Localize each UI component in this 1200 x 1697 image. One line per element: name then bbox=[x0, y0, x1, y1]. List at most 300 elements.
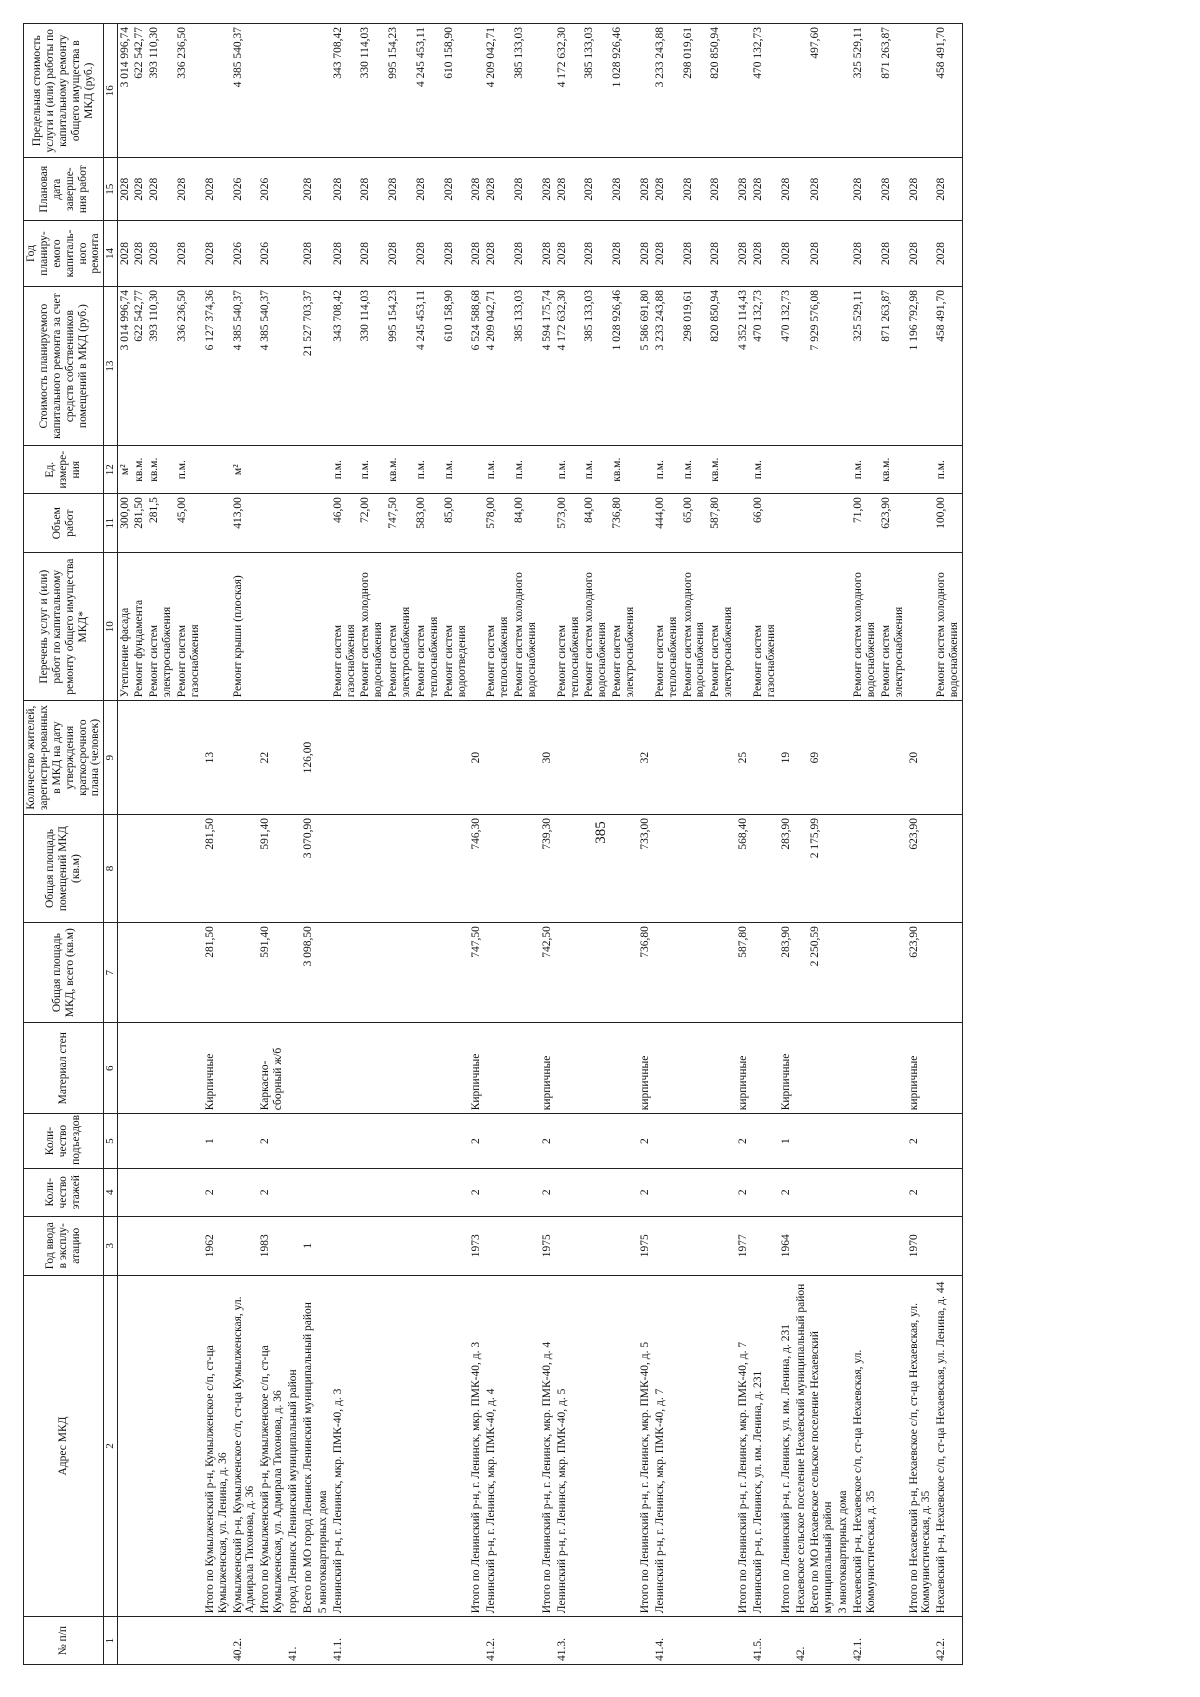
table-cell: 739,30 bbox=[540, 814, 555, 922]
table-cell: 281,5 bbox=[147, 494, 175, 553]
table-cell bbox=[484, 923, 512, 1023]
table-cell bbox=[736, 553, 751, 701]
table-cell bbox=[879, 1023, 907, 1114]
table-cell: 336 236,50 bbox=[175, 286, 203, 445]
table-cell bbox=[331, 814, 359, 922]
table-cell bbox=[512, 1216, 540, 1275]
table-cell bbox=[751, 923, 779, 1023]
table-cell bbox=[386, 814, 414, 922]
table-cell bbox=[286, 286, 301, 445]
table-cell bbox=[708, 923, 736, 1023]
table-cell: 126,00 bbox=[301, 701, 316, 815]
table-cell bbox=[301, 1617, 316, 1665]
table-cell: 2028 bbox=[331, 220, 359, 286]
table-cell: 42.2. bbox=[934, 1617, 962, 1665]
table-cell bbox=[117, 1275, 132, 1616]
table-cell bbox=[708, 814, 736, 922]
table-cell bbox=[147, 1216, 175, 1275]
table-cell: 578,00 bbox=[484, 494, 512, 553]
column-number-10: 10 bbox=[104, 553, 117, 701]
column-number-2: 2 bbox=[104, 1275, 117, 1616]
table-cell bbox=[203, 553, 231, 701]
table-cell bbox=[808, 446, 836, 494]
table-cell: 2028 bbox=[469, 220, 484, 286]
table-cell bbox=[779, 553, 794, 701]
table-cell bbox=[414, 1216, 442, 1275]
table-cell bbox=[316, 446, 331, 494]
table-cell: 1 196 792,98 bbox=[907, 286, 935, 445]
table-cell: 281,50 bbox=[132, 494, 147, 553]
table-cell bbox=[132, 1617, 147, 1665]
table-cell: 591,40 bbox=[258, 923, 286, 1023]
table-cell bbox=[794, 923, 809, 1023]
table-cell: 393 110,30 bbox=[147, 286, 175, 445]
table-row bbox=[358, 24, 386, 1665]
table-row bbox=[934, 24, 962, 1665]
table-cell: 736,80 bbox=[610, 494, 638, 553]
table-cell: 1964 bbox=[779, 1216, 794, 1275]
table-cell: Ремонт систем водоотведения bbox=[442, 553, 470, 701]
table-cell bbox=[794, 220, 809, 286]
table-cell bbox=[907, 553, 935, 701]
table-cell bbox=[358, 1023, 386, 1114]
table-cell bbox=[907, 494, 935, 553]
table-cell: 4 172 632,30 bbox=[555, 286, 583, 445]
table-cell bbox=[358, 1114, 386, 1169]
table-cell: 343 708,42 bbox=[331, 286, 359, 445]
table-cell bbox=[934, 1168, 962, 1216]
table-cell: 4 594 175,74 bbox=[540, 286, 555, 445]
table-cell: 385 133,03 bbox=[582, 24, 610, 158]
table-cell: п.м. bbox=[414, 446, 442, 494]
table-cell bbox=[934, 701, 962, 815]
table-cell bbox=[147, 1023, 175, 1114]
column-header-14: Год планиру-емого капиталь-ного ремонта bbox=[24, 220, 104, 286]
table-cell bbox=[286, 1023, 301, 1114]
table-cell: 2028 bbox=[779, 158, 794, 221]
table-row bbox=[610, 24, 638, 1665]
table-cell bbox=[681, 1114, 709, 1169]
table-cell bbox=[681, 1023, 709, 1114]
table-cell: 623,90 bbox=[879, 494, 907, 553]
table-cell bbox=[386, 1275, 414, 1616]
table-cell bbox=[231, 701, 259, 815]
table-cell bbox=[147, 1168, 175, 1216]
table-cell: 385 133,03 bbox=[582, 286, 610, 445]
table-row bbox=[231, 24, 259, 1665]
table-row bbox=[540, 24, 555, 1665]
table-cell: 2028 bbox=[879, 158, 907, 221]
table-cell bbox=[610, 1617, 638, 1665]
column-header-2: Адрес МКД bbox=[24, 1275, 104, 1616]
table-row bbox=[851, 24, 879, 1665]
table-cell bbox=[286, 24, 301, 158]
table-cell: 22 bbox=[258, 701, 286, 815]
table-cell bbox=[638, 24, 653, 158]
table-cell: 2 bbox=[258, 1168, 286, 1216]
table-cell: 2028 bbox=[934, 158, 962, 221]
table-cell bbox=[414, 923, 442, 1023]
table-cell bbox=[132, 814, 147, 922]
column-number-12: 12 bbox=[104, 446, 117, 494]
table-cell bbox=[836, 814, 851, 922]
table-cell bbox=[175, 814, 203, 922]
table-cell: 41.2. bbox=[484, 1617, 512, 1665]
table-cell: 2 175,99 bbox=[808, 814, 836, 922]
table-cell bbox=[316, 158, 331, 221]
table-cell bbox=[582, 923, 610, 1023]
column-header-1: № п/п bbox=[24, 1617, 104, 1665]
table-cell: 2 bbox=[779, 1168, 794, 1216]
table-cell bbox=[386, 923, 414, 1023]
table-cell bbox=[555, 1023, 583, 1114]
table-cell: 4 172 632,30 bbox=[555, 24, 583, 158]
table-cell bbox=[836, 494, 851, 553]
table-cell bbox=[879, 1275, 907, 1616]
table-row bbox=[469, 24, 484, 1665]
table-cell bbox=[147, 1617, 175, 1665]
table-cell bbox=[117, 1216, 132, 1275]
table-cell bbox=[907, 1617, 935, 1665]
table-cell bbox=[386, 1023, 414, 1114]
table-cell: 2028 bbox=[132, 158, 147, 221]
column-number-8: 8 bbox=[104, 814, 117, 922]
table-cell: п.м. bbox=[331, 446, 359, 494]
table-cell: кв.м. bbox=[610, 446, 638, 494]
table-cell bbox=[794, 1114, 809, 1169]
table-cell bbox=[653, 1216, 681, 1275]
table-cell: 3 014 996,74 bbox=[117, 286, 132, 445]
table-cell bbox=[512, 701, 540, 815]
table-cell bbox=[469, 446, 484, 494]
table-cell: 871 263,87 bbox=[879, 286, 907, 445]
table-cell: 2028 bbox=[681, 158, 709, 221]
table-cell: 2028 bbox=[147, 220, 175, 286]
table-cell bbox=[175, 1617, 203, 1665]
table-cell: 5 586 691,80 bbox=[638, 286, 653, 445]
table-cell: п.м. bbox=[851, 446, 879, 494]
table-cell: 2028 bbox=[358, 220, 386, 286]
table-cell bbox=[708, 1275, 736, 1616]
table-cell: 573,00 bbox=[555, 494, 583, 553]
table-cell: кирпичные bbox=[638, 1023, 653, 1114]
table-cell bbox=[331, 1114, 359, 1169]
table-cell bbox=[555, 1168, 583, 1216]
table-cell bbox=[836, 1617, 851, 1665]
table-cell: Итого по Ленинский р-н, г. Ленинск, мкр. ПМК-40, д. 7 bbox=[736, 1275, 751, 1616]
table-cell bbox=[301, 553, 316, 701]
table-cell bbox=[484, 1023, 512, 1114]
table-cell bbox=[934, 923, 962, 1023]
table-cell: 281,50 bbox=[203, 814, 231, 922]
table-cell bbox=[469, 1617, 484, 1665]
table-cell bbox=[779, 446, 794, 494]
table-cell: кв.м. bbox=[879, 446, 907, 494]
table-cell: Нехаевский р-н, Нехаевское с/п, ст-ца Нехаевская, ул. Коммунистическая, д. 35 bbox=[851, 1275, 879, 1616]
table-cell bbox=[907, 24, 935, 158]
column-header-16: Предельная стоимость услуги и (или) работы по капитальному ремонту общего имущества в МКД (руб.) bbox=[24, 24, 104, 158]
table-cell: 413,00 bbox=[231, 494, 259, 553]
table-cell bbox=[638, 553, 653, 701]
table-cell bbox=[414, 1023, 442, 1114]
table-cell: 300,00 bbox=[117, 494, 132, 553]
table-cell bbox=[638, 494, 653, 553]
table-cell bbox=[836, 24, 851, 158]
table-row bbox=[879, 24, 907, 1665]
table-cell bbox=[653, 923, 681, 1023]
column-header-6: Материал стен bbox=[24, 1023, 104, 1114]
table-cell: 2028 bbox=[582, 220, 610, 286]
table-cell bbox=[555, 1114, 583, 1169]
table-cell bbox=[934, 814, 962, 922]
table-cell: 4 385 540,37 bbox=[258, 286, 286, 445]
table-row bbox=[147, 24, 175, 1665]
table-cell: 42.1. bbox=[851, 1617, 879, 1665]
table-cell bbox=[316, 701, 331, 815]
table-cell bbox=[836, 1216, 851, 1275]
table-cell bbox=[610, 814, 638, 922]
table-cell bbox=[851, 701, 879, 815]
table-cell bbox=[175, 1168, 203, 1216]
table-cell bbox=[286, 701, 301, 815]
table-cell bbox=[610, 1168, 638, 1216]
table-cell bbox=[512, 814, 540, 922]
table-cell bbox=[708, 1114, 736, 1169]
table-cell: 820 850,94 bbox=[708, 286, 736, 445]
table-cell: 2028 bbox=[653, 220, 681, 286]
table-cell: 4 209 042,71 bbox=[484, 24, 512, 158]
table-cell bbox=[555, 701, 583, 815]
table-cell: 2028 bbox=[414, 220, 442, 286]
table-cell: п.м. bbox=[175, 446, 203, 494]
table-cell bbox=[442, 923, 470, 1023]
table-row bbox=[653, 24, 681, 1665]
table-cell: 3 233 243,88 bbox=[653, 286, 681, 445]
table-row bbox=[751, 24, 779, 1665]
table-cell: м² bbox=[231, 446, 259, 494]
table-cell: 19 bbox=[779, 701, 794, 815]
table-cell: 587,80 bbox=[708, 494, 736, 553]
table-cell bbox=[708, 1023, 736, 1114]
column-header-13: Стоимость планируемого капитального ремонта за счет средств собственников помещений в МКД (руб.) bbox=[24, 286, 104, 445]
table-cell bbox=[540, 24, 555, 158]
table-cell: 2028 bbox=[708, 158, 736, 221]
column-number-13: 13 bbox=[104, 286, 117, 445]
table-cell: 2028 bbox=[751, 158, 779, 221]
table-cell bbox=[442, 1168, 470, 1216]
table-cell: 385 133,03 bbox=[512, 24, 540, 158]
table-cell: 2026 bbox=[231, 158, 259, 221]
table-cell bbox=[653, 701, 681, 815]
table-cell: 2028 bbox=[638, 220, 653, 286]
table-row bbox=[386, 24, 414, 1665]
table-cell: Итого по Ленинский р-н, г. Ленинск, мкр. ПМК-40, д. 4 bbox=[540, 1275, 555, 1616]
table-cell bbox=[512, 1114, 540, 1169]
table-cell bbox=[286, 158, 301, 221]
table-cell: 2028 bbox=[638, 158, 653, 221]
table-cell: 21 527 703,37 bbox=[301, 286, 316, 445]
table-cell: 746,30 bbox=[469, 814, 484, 922]
table-cell bbox=[808, 1114, 836, 1169]
table-cell: 2028 bbox=[484, 220, 512, 286]
table-cell bbox=[555, 814, 583, 922]
table-cell bbox=[779, 1617, 794, 1665]
table-cell: Ремонт систем холодного водоснабжения bbox=[681, 553, 709, 701]
table-cell bbox=[175, 1275, 203, 1616]
table-cell: 747,50 bbox=[386, 494, 414, 553]
table-cell bbox=[331, 1023, 359, 1114]
table-cell bbox=[484, 814, 512, 922]
table-cell: 6 524 588,68 bbox=[469, 286, 484, 445]
table-cell: 2028 bbox=[132, 220, 147, 286]
table-cell bbox=[414, 1168, 442, 1216]
table-cell: 65,00 bbox=[681, 494, 709, 553]
table-cell: 281,50 bbox=[203, 923, 231, 1023]
table-cell: Итого по Ленинский р-н, г. Ленинск, ул. им. Ленина, д. 231 bbox=[779, 1275, 794, 1616]
table-cell bbox=[638, 446, 653, 494]
table-cell: 2 bbox=[258, 1114, 286, 1169]
table-cell: 2 250,59 bbox=[808, 923, 836, 1023]
table-cell: 568,40 bbox=[736, 814, 751, 922]
table-cell: 283,90 bbox=[779, 814, 794, 922]
table-cell: 1 bbox=[203, 1114, 231, 1169]
table-cell bbox=[258, 446, 286, 494]
table-cell bbox=[610, 923, 638, 1023]
table-cell bbox=[555, 1216, 583, 1275]
table-cell bbox=[414, 1114, 442, 1169]
table-cell bbox=[231, 923, 259, 1023]
table-cell bbox=[751, 1168, 779, 1216]
table-cell bbox=[132, 1023, 147, 1114]
table-cell bbox=[540, 494, 555, 553]
column-header-8: Общая площадь помещений МКД (кв.м) bbox=[24, 814, 104, 922]
table-cell bbox=[779, 494, 794, 553]
table-cell bbox=[442, 1275, 470, 1616]
table-cell: 2028 bbox=[386, 158, 414, 221]
table-cell: 25 bbox=[736, 701, 751, 815]
table-cell bbox=[231, 814, 259, 922]
table-cell: 4 385 540,37 bbox=[231, 24, 259, 158]
table-cell: Ремонт систем электроснабжения bbox=[708, 553, 736, 701]
table-cell: 2028 bbox=[301, 220, 316, 286]
table-cell: 610 158,90 bbox=[442, 286, 470, 445]
table-cell: Ремонт систем холодного водоснабжения bbox=[512, 553, 540, 701]
table-cell bbox=[808, 1168, 836, 1216]
table-cell: 4 209 042,71 bbox=[484, 286, 512, 445]
table-cell: 42. bbox=[794, 1617, 809, 1665]
table-cell: 2028 bbox=[736, 158, 751, 221]
table-cell: Нехаевский р-н, Нехаевское с/п, ст-ца Нехаевская, ул. Ленина, д. 44 bbox=[934, 1275, 962, 1616]
table-cell: п.м. bbox=[484, 446, 512, 494]
table-cell: Ремонт систем теплоснабжения bbox=[653, 553, 681, 701]
table-cell: Ремонт систем газоснабжения bbox=[751, 553, 779, 701]
table-cell: 2028 bbox=[751, 220, 779, 286]
table-cell: 1983 bbox=[258, 1216, 286, 1275]
table-cell: Ремонт систем теплоснабжения bbox=[414, 553, 442, 701]
table-cell: 1 028 926,46 bbox=[610, 286, 638, 445]
table-cell bbox=[442, 1114, 470, 1169]
table-cell bbox=[203, 446, 231, 494]
table-cell bbox=[751, 701, 779, 815]
column-number-9: 9 bbox=[104, 701, 117, 815]
table-cell: 2 bbox=[907, 1114, 935, 1169]
table-cell: 4 245 453,11 bbox=[414, 286, 442, 445]
table-row bbox=[175, 24, 203, 1665]
table-cell: 736,80 bbox=[638, 923, 653, 1023]
table-cell: 2 bbox=[469, 1114, 484, 1169]
table-cell: 3 098,50 bbox=[301, 923, 316, 1023]
table-cell: 336 236,50 bbox=[175, 24, 203, 158]
table-cell bbox=[512, 1617, 540, 1665]
table-cell bbox=[316, 1114, 331, 1169]
table-cell bbox=[736, 446, 751, 494]
table-cell bbox=[808, 1023, 836, 1114]
table-cell: 85,00 bbox=[442, 494, 470, 553]
table-cell: 1977 bbox=[736, 1216, 751, 1275]
table-cell bbox=[836, 158, 851, 221]
table-cell: Ленинский р-н, г. Ленинск, мкр. ПМК-40, д. 7 bbox=[653, 1275, 681, 1616]
table-cell bbox=[836, 553, 851, 701]
column-number-1: 1 bbox=[104, 1617, 117, 1665]
table-cell bbox=[132, 701, 147, 815]
table-cell: 2028 bbox=[779, 220, 794, 286]
table-row bbox=[736, 24, 751, 1665]
table-cell: 330 114,03 bbox=[358, 24, 386, 158]
table-cell: 2028 bbox=[331, 158, 359, 221]
table-cell: 41.5. bbox=[751, 1617, 779, 1665]
table-cell: 610 158,90 bbox=[442, 24, 470, 158]
table-cell bbox=[316, 1168, 331, 1216]
table-cell: п.м. bbox=[582, 446, 610, 494]
column-number-14: 14 bbox=[104, 220, 117, 286]
table-cell: Ленинский р-н, г. Ленинск, мкр. ПМК-40, д. 3 bbox=[331, 1275, 359, 1616]
column-number-15: 15 bbox=[104, 158, 117, 221]
table-cell bbox=[851, 814, 879, 922]
table-cell: 2026 bbox=[231, 220, 259, 286]
table-cell: 30 bbox=[540, 701, 555, 815]
table-cell bbox=[358, 814, 386, 922]
table-cell: 40.2. bbox=[231, 1617, 259, 1665]
table-cell: 2 bbox=[540, 1168, 555, 1216]
table-cell bbox=[258, 494, 286, 553]
table-cell: Итого по Ленинский р-н, г. Ленинск, мкр. ПМК-40, д. 3 bbox=[469, 1275, 484, 1616]
table-cell bbox=[231, 1216, 259, 1275]
table-cell bbox=[331, 1168, 359, 1216]
table-cell bbox=[540, 1617, 555, 1665]
table-cell: 623,90 bbox=[907, 814, 935, 922]
table-cell: 458 491,70 bbox=[934, 24, 962, 158]
table-cell: Ремонт систем холодного водоснабжения bbox=[851, 553, 879, 701]
table-cell bbox=[836, 220, 851, 286]
table-cell bbox=[316, 220, 331, 286]
table-cell: Утепление фасада bbox=[117, 553, 132, 701]
table-cell: 2028 bbox=[610, 158, 638, 221]
table-cell: 820 850,94 bbox=[708, 24, 736, 158]
table-cell bbox=[358, 701, 386, 815]
table-cell bbox=[808, 1617, 836, 1665]
table-cell bbox=[794, 158, 809, 221]
table-cell: 995 154,23 bbox=[386, 24, 414, 158]
table-cell bbox=[653, 1168, 681, 1216]
column-header-10: Перечень услуг и (или) работ по капитальному ремонту общего имущества МКД* bbox=[24, 553, 104, 701]
table-cell: 2028 bbox=[386, 220, 414, 286]
table-cell: Ленинский р-н, г. Ленинск, мкр. ПМК-40, д. 4 bbox=[484, 1275, 512, 1616]
table-cell: 1 028 926,46 bbox=[610, 24, 638, 158]
table-row bbox=[442, 24, 470, 1665]
table-cell bbox=[610, 701, 638, 815]
table-cell bbox=[286, 494, 301, 553]
table-cell bbox=[316, 923, 331, 1023]
